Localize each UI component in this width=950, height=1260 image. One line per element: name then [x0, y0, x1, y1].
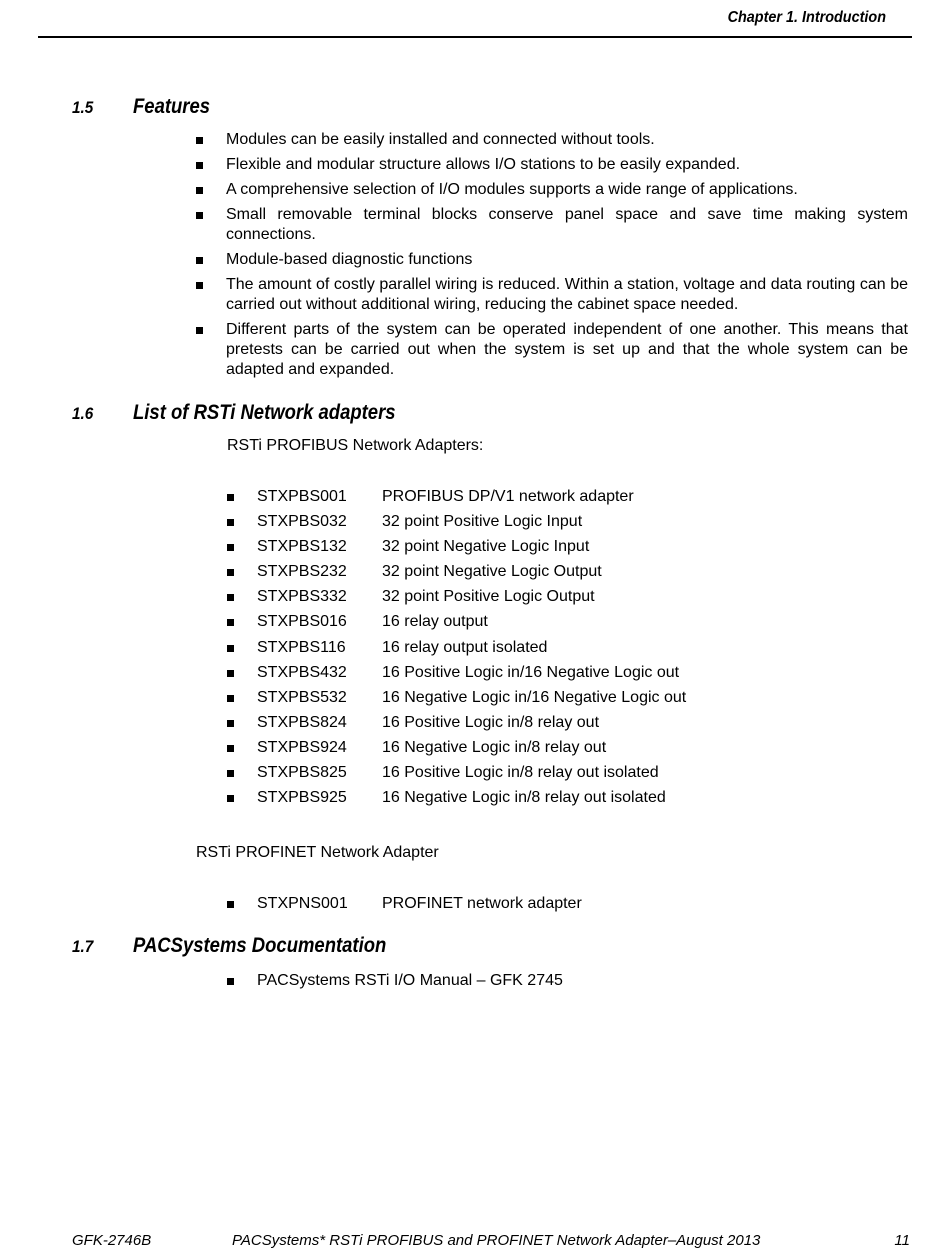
- list-item: [196, 180, 908, 200]
- adapter-code: STXPBS824: [257, 713, 347, 731]
- adapter-code: STXPBS116: [257, 638, 346, 656]
- bullet-icon: [196, 257, 203, 264]
- adapter-description: 16 relay output: [382, 613, 488, 631]
- adapter-code: STXPBS332: [257, 588, 347, 606]
- bullet-icon: [227, 795, 234, 802]
- adapter-description: 16 Positive Logic in/8 relay out isolated: [382, 764, 659, 782]
- adapter-code: STXPBS432: [257, 663, 347, 681]
- adapter-description: 16 Negative Logic in/8 relay out: [382, 738, 607, 756]
- bullet-icon: [227, 494, 234, 501]
- adapter-description: 16 Positive Logic in/8 relay out: [382, 713, 600, 731]
- bullet-icon: [227, 519, 234, 526]
- bullet-icon: [196, 187, 203, 194]
- adapter-description: 16 Positive Logic in/16 Negative Logic out: [382, 663, 680, 681]
- section-title: Features: [133, 95, 211, 118]
- list-item: [196, 250, 908, 270]
- adapter-code: STXPBS232: [257, 563, 347, 581]
- profinet-intro: RSTi PROFINET Network Adapter: [196, 844, 439, 861]
- feature-text: A comprehensive selection of I/O modules supports a wide range of applications.: [226, 181, 798, 198]
- list-item: [196, 275, 908, 315]
- bullet-icon: [196, 327, 203, 334]
- documentation-item: PACSystems RSTi I/O Manual – GFK 2745: [257, 972, 563, 989]
- adapter-code: STXPBS924: [257, 738, 347, 756]
- list-item: [196, 205, 908, 245]
- bullet-icon: [196, 282, 203, 289]
- bullet-icon: [196, 137, 203, 144]
- adapter-description: 16 Negative Logic in/16 Negative Logic out: [382, 688, 687, 706]
- bullet-icon: [227, 720, 234, 727]
- adapter-description: PROFIBUS DP/V1 network adapter: [382, 488, 634, 505]
- bullet-icon: [196, 162, 203, 169]
- bullet-icon: [227, 695, 234, 702]
- chapter-header: Chapter 1. Introduction: [727, 9, 886, 26]
- bullet-icon: [196, 212, 203, 219]
- feature-text: Module-based diagnostic functions: [226, 251, 473, 268]
- feature-text: Modules can be easily installed and connected without tools.: [226, 131, 655, 148]
- adapter-description: 32 point Negative Logic Output: [382, 563, 602, 581]
- feature-text: Different parts of the system can be operated independent of one another. This means that pretests can be carried out when the system is set up and that the whole system can be adapted and expanded.: [226, 321, 908, 378]
- adapter-description: 32 point Negative Logic Input: [382, 538, 590, 556]
- footer-doc-id: GFK-2746B: [72, 1232, 152, 1249]
- adapter-description: 32 point Positive Logic Input: [382, 513, 583, 531]
- adapter-description: PROFINET network adapter: [382, 895, 582, 912]
- bullet-icon: [227, 901, 234, 908]
- profibus-intro: RSTi PROFIBUS Network Adapters:: [227, 437, 484, 454]
- bullet-icon: [227, 594, 234, 601]
- page-number: 11: [894, 1232, 910, 1249]
- header-rule: [38, 36, 912, 38]
- bullet-icon: [227, 619, 234, 626]
- adapter-code: STXPBS532: [257, 688, 347, 706]
- list-item: [196, 130, 908, 150]
- adapter-code: STXPBS925: [257, 789, 347, 807]
- bullet-icon: [227, 544, 234, 551]
- bullet-icon: [227, 978, 234, 985]
- adapter-code: STXPNS001: [257, 895, 348, 912]
- adapter-code: STXPBS016: [257, 613, 347, 631]
- list-item: [196, 155, 908, 175]
- adapter-code: STXPBS001: [257, 488, 347, 505]
- footer-title: PACSystems* RSTi PROFIBUS and PROFINET Network Adapter–August 2013: [232, 1232, 761, 1249]
- feature-text: Flexible and modular structure allows I/O stations to be easily expanded.: [226, 156, 741, 173]
- section-number: 1.7: [72, 937, 94, 956]
- feature-text: The amount of costly parallel wiring is reduced. Within a station, voltage and data routing can be carried out without additional wiring, reducing the cabinet space needed.: [226, 276, 908, 313]
- adapter-code: STXPBS132: [257, 538, 347, 556]
- section-number: 1.5: [72, 98, 94, 117]
- bullet-icon: [227, 569, 234, 576]
- adapter-description: 16 relay output isolated: [382, 638, 548, 656]
- bullet-icon: [227, 745, 234, 752]
- list-item: [196, 320, 908, 380]
- feature-text: Small removable terminal blocks conserve panel space and save time making system connections.: [226, 206, 908, 243]
- section-title: List of RSTi Network adapters: [133, 401, 396, 424]
- adapter-code: STXPBS825: [257, 764, 347, 782]
- adapter-code: STXPBS032: [257, 513, 347, 531]
- adapter-description: 32 point Positive Logic Output: [382, 588, 595, 606]
- adapter-description: 16 Negative Logic in/8 relay out isolated: [382, 789, 666, 807]
- section-number: 1.6: [72, 404, 94, 423]
- section-title: PACSystems Documentation: [133, 934, 387, 957]
- bullet-icon: [227, 670, 234, 677]
- bullet-icon: [227, 645, 234, 652]
- bullet-icon: [227, 770, 234, 777]
- features-list: [196, 130, 908, 385]
